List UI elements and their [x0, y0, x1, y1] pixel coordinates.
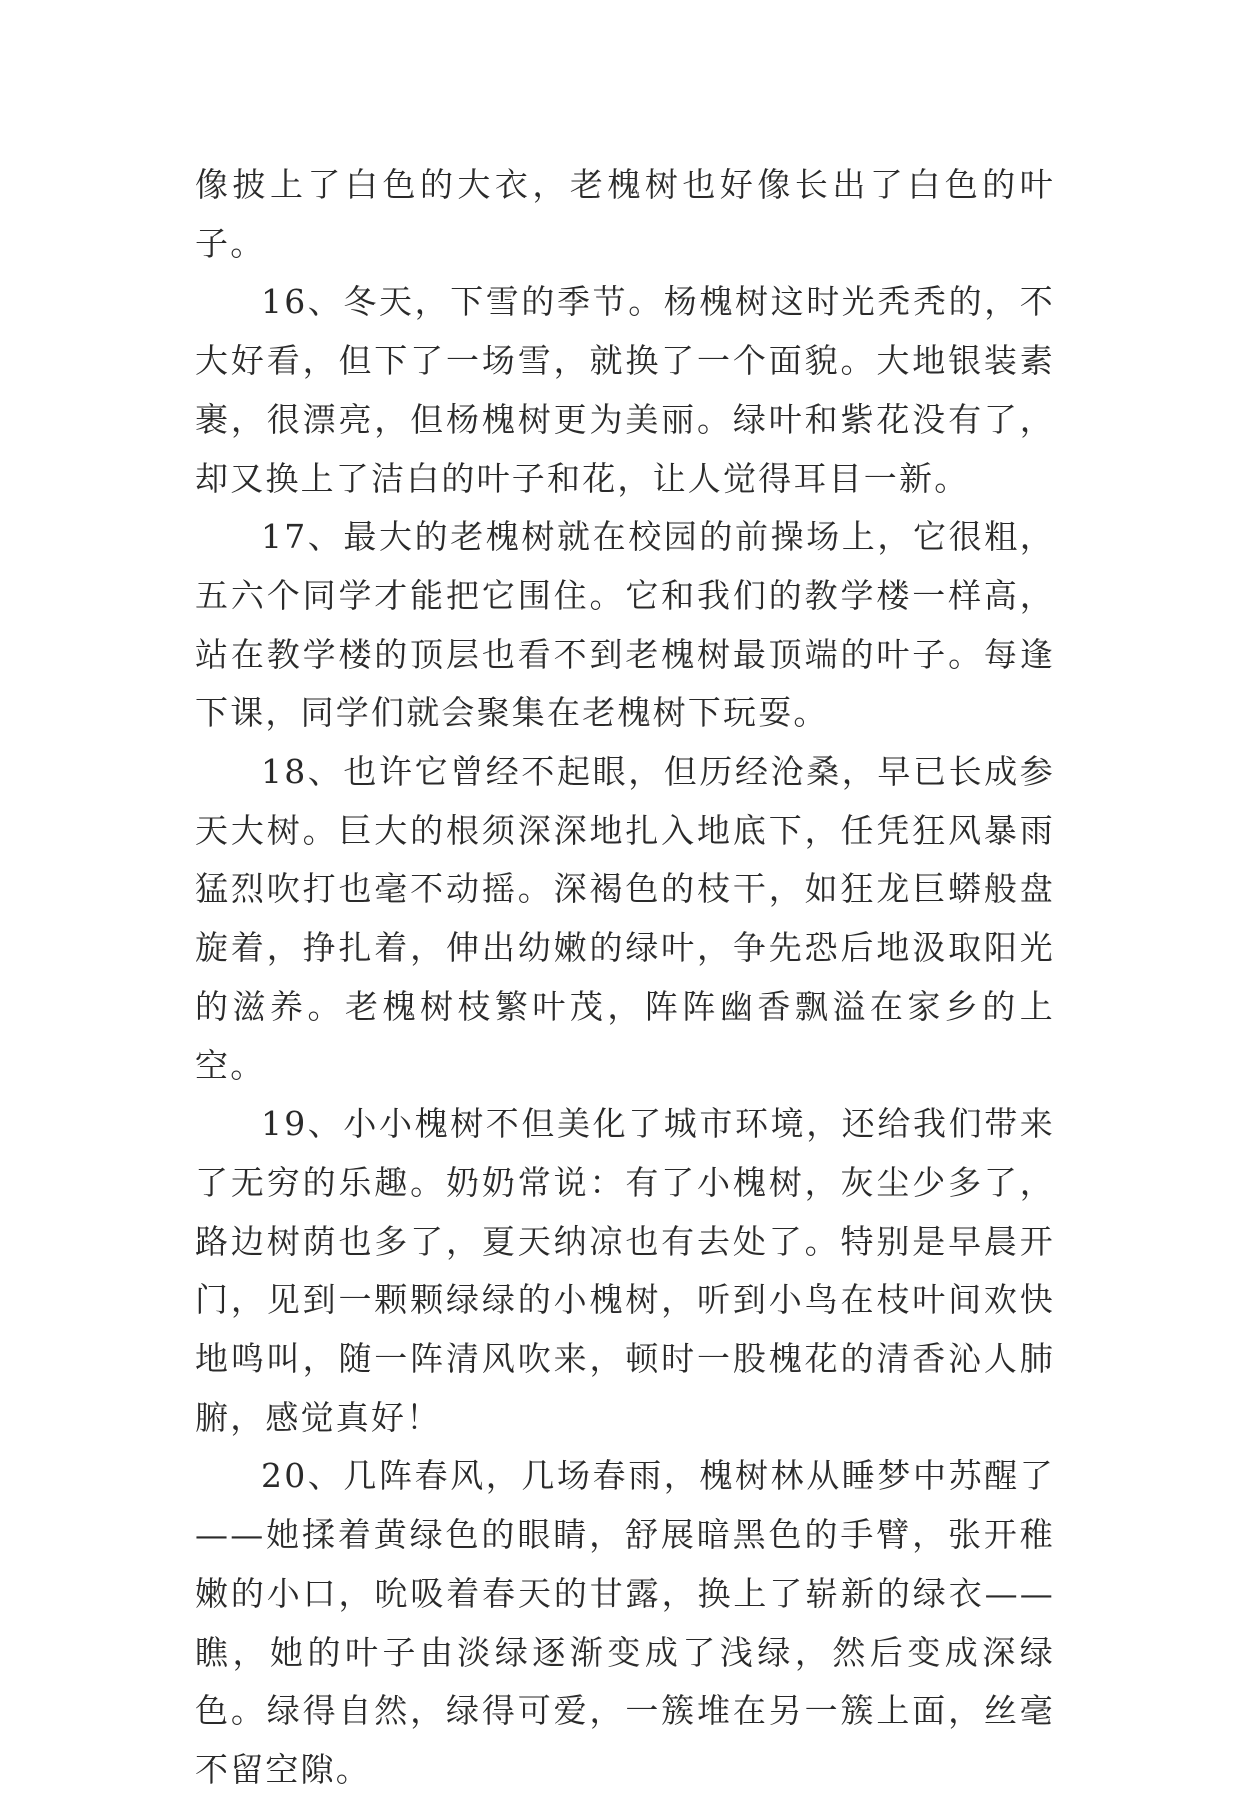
paragraph-18: 18、也许它曾经不起眼，但历经沧桑，早已长成参天大树。巨大的根须深深地扎入地底下，任凭狂风暴雨猛烈吹打也毫不动摇。深褐色的枝干，如狂龙巨蟒般盘旋着，挣扎着，伸出幼嫩的绿叶，争先恐后地汲取阳光的滋养。老槐树枝繁叶茂，阵阵幽香飘溢在家乡的上空。	[195, 752, 1055, 1085]
body-text	[195, 156, 1055, 1800]
paragraph-continuation: 像披上了白色的大衣，老槐树也好像长出了白色的叶子。	[195, 165, 1055, 263]
paragraph-17: 17、最大的老槐树就在校园的前操场上，它很粗，五六个同学才能把它围住。它和我们的教学楼一样高，站在教学楼的顶层也看不到老槐树最顶端的叶子。每逢下课，同学们就会聚集在老槐树下玩耍。	[195, 517, 1055, 733]
paragraph-16: 16、冬天，下雪的季节。杨槐树这时光秃秃的，不大好看，但下了一场雪，就换了一个面貌。大地银装素裹，很漂亮，但杨槐树更为美丽。绿叶和紫花没有了，却又换上了洁白的叶子和花，让人觉得耳目一新。	[195, 282, 1055, 498]
paragraph-20: 20、几阵春风，几场春雨，槐树林从睡梦中苏醒了——她揉着黄绿色的眼睛，舒展暗黑色的手臂，张开稚嫩的小口，吮吸着春天的甘露，换上了崭新的绿衣——瞧，她的叶子由淡绿逐渐变成了浅绿，然后变成深绿色。绿得自然，绿得可爱，一簇堆在另一簇上面，丝毫不留空隙。	[195, 1456, 1055, 1789]
paragraph-19: 19、小小槐树不但美化了城市环境，还给我们带来了无穷的乐趣。奶奶常说：有了小槐树，灰尘少多了，路边树荫也多了，夏天纳凉也有去处了。特别是早晨开门，见到一颗颗绿绿的小槐树，听到小鸟在枝叶间欢快地鸣叫，随一阵清风吹来，顿时一股槐花的清香沁人肺腑，感觉真好！	[195, 1104, 1055, 1437]
